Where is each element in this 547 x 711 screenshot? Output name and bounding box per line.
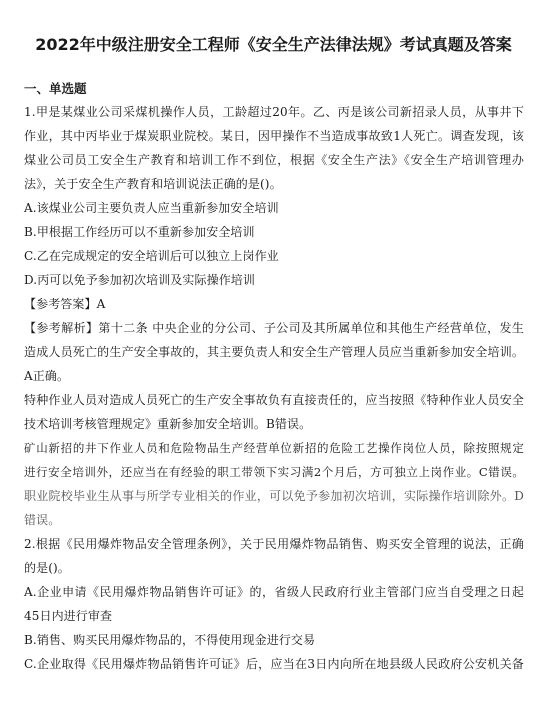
explanation-line-8: 职业院校毕业生从事与所学专业相关的作业，可以免予参加初次培训，实际操作培训除外。D [24, 489, 524, 503]
explanation-line-4: 特种作业人员对造成人员死亡的生产安全事故负有直接责任的，应当按照《特种作业人员安全 [24, 393, 524, 407]
explanation-line-1: 【参考解析】第十二条 中央企业的分公司、子公司及其所属单位和其他生产经营单位，发生 [24, 321, 524, 335]
question-1-line-2: 作业，其中丙毕业于煤炭职业院校。某日，因甲操作不当造成事故致1人死亡。调查发现，该 [24, 129, 524, 143]
explanation-line-5: 技术培训考核管理规定》重新参加安全培训。B错误。 [24, 417, 312, 431]
question-1-line-4: 法》，关于安全生产教育和培训说法正确的是()。 [24, 177, 282, 191]
option-d: D.丙可以免予参加初次培训及实际操作培训 [24, 273, 256, 287]
question-1-line-1: 1.甲是某煤业公司采煤机操作人员，工龄超过20年。乙、丙是该公司新招录人员，从事井下 [24, 105, 524, 119]
explanation-line-7: 进行安全培训外，还应当在有经验的职工带领下实习满2个月后，方可独立上岗作业。C错误。 [24, 465, 524, 479]
explanation-line-6: 矿山新招的井下作业人员和危险物品生产经营单位新招的危险工艺操作岗位人员，除按照规定 [24, 441, 524, 455]
section-heading: 一、单选题 [24, 81, 87, 96]
question-2-option-a-line-1: A.企业申请《民用爆炸物品销售许可证》的，省级人民政府行业主管部门应当自受理之日起 [24, 585, 524, 599]
option-b: B.甲根据工作经历可以不重新参加安全培训 [24, 225, 255, 239]
question-1-line-3: 煤业公司员工安全生产教育和培训工作不到位，根据《安全生产法》《安全生产培训管理办 [24, 153, 524, 167]
question-2-option-b: B.销售、购买民用爆炸物品的，不得使用现金进行交易 [24, 633, 316, 647]
question-2-option-a-line-2: 45日内进行审查 [24, 609, 113, 623]
document-title: 2022年中级注册安全工程师《安全生产法律法规》考试真题及答案 [35, 35, 512, 54]
answer-line: 【参考答案】A [24, 297, 106, 311]
question-2-line-2: 的是()。 [24, 561, 70, 575]
question-2-line-1: 2.根据《民用爆炸物品安全管理条例》，关于民用爆炸物品销售、购买安全管理的说法，正确 [24, 537, 524, 551]
explanation-line-2: 造成人员死亡的生产安全事故的，其主要负责人和安全生产管理人员应当重新参加安全培训。 [24, 345, 524, 359]
explanation-line-3: A正确。 [24, 369, 70, 383]
option-a: A.该煤业公司主要负责人应当重新参加安全培训 [24, 201, 279, 215]
option-c: C.乙在完成规定的安全培训后可以独立上岗作业 [24, 249, 279, 263]
explanation-line-9: 错误。 [24, 513, 61, 527]
question-2-option-c: C.企业取得《民用爆炸物品销售许可证》后，应当在3日内向所在地县级人民政府公安机关备 [24, 657, 524, 671]
